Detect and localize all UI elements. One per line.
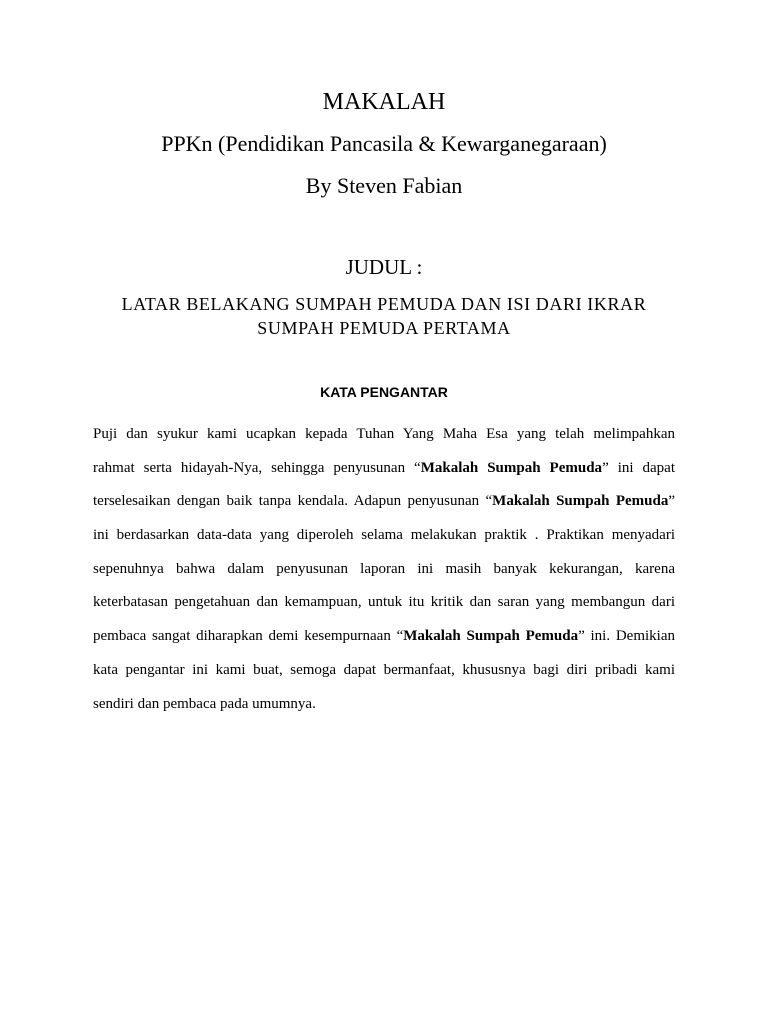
bold-title: Makalah Sumpah Pemuda <box>403 628 579 645</box>
paragraph-text: terselesaikan dengan baik tanpa kendala. Adapun penyusunan “ <box>93 493 493 510</box>
paragraph-line <box>93 625 675 659</box>
paragraph-text: rahmat serta hidayah-Nya, sehingga penyusunan “ <box>93 459 421 476</box>
body-paragraph <box>93 423 675 726</box>
paragraph-line: kata pengantar ini kami buat, semoga dapat bermanfaat, khususnya bagi diri pribadi kami <box>93 661 675 678</box>
document-title: MAKALAH <box>322 89 446 115</box>
paragraph-text: ” ini dapat <box>602 459 675 476</box>
paragraph-text: ” <box>668 493 675 510</box>
paragraph-line: sendiri dan pembaca pada umumnya. <box>93 695 316 712</box>
judul-line: LATAR BELAKANG SUMPAH PEMUDA DAN ISI DARI IKRAR <box>121 294 647 314</box>
paragraph-line: Puji dan syukur kami ucapkan kepada Tuhan Yang Maha Esa yang telah melimpahkan <box>93 426 675 442</box>
paragraph-line <box>93 457 675 491</box>
paragraph-text: ” ini. Demikian <box>578 628 675 645</box>
paragraph-line: sepenuhnya bahwa dalam penyusunan laporan ini masih banyak kekurangan, karena <box>93 560 675 577</box>
section-heading: KATA PENGANTAR <box>320 384 448 400</box>
bold-title: Makalah Sumpah Pemuda <box>492 493 669 510</box>
document-author: By Steven Fabian <box>305 173 463 198</box>
bold-title: Makalah Sumpah Pemuda <box>420 459 603 476</box>
paragraph-line: ini berdasarkan data-data yang diperoleh selama melakukan praktik . Praktikan menyadari <box>93 527 675 544</box>
paragraph-text: pembaca sangat diharapkan demi kesempurnaan “ <box>93 628 404 645</box>
judul-label: JUDUL : <box>345 255 423 279</box>
document-subject: PPKn (Pendidikan Pancasila & Kewarganegaraan) <box>161 131 607 156</box>
paragraph-line <box>93 490 675 524</box>
judul-text <box>0 292 768 340</box>
judul-line: SUMPAH PEMUDA PERTAMA <box>257 318 511 338</box>
paragraph-line: keterbatasan pengetahuan dan kemampuan, untuk itu kritik dan saran yang membangun dari <box>93 594 675 611</box>
